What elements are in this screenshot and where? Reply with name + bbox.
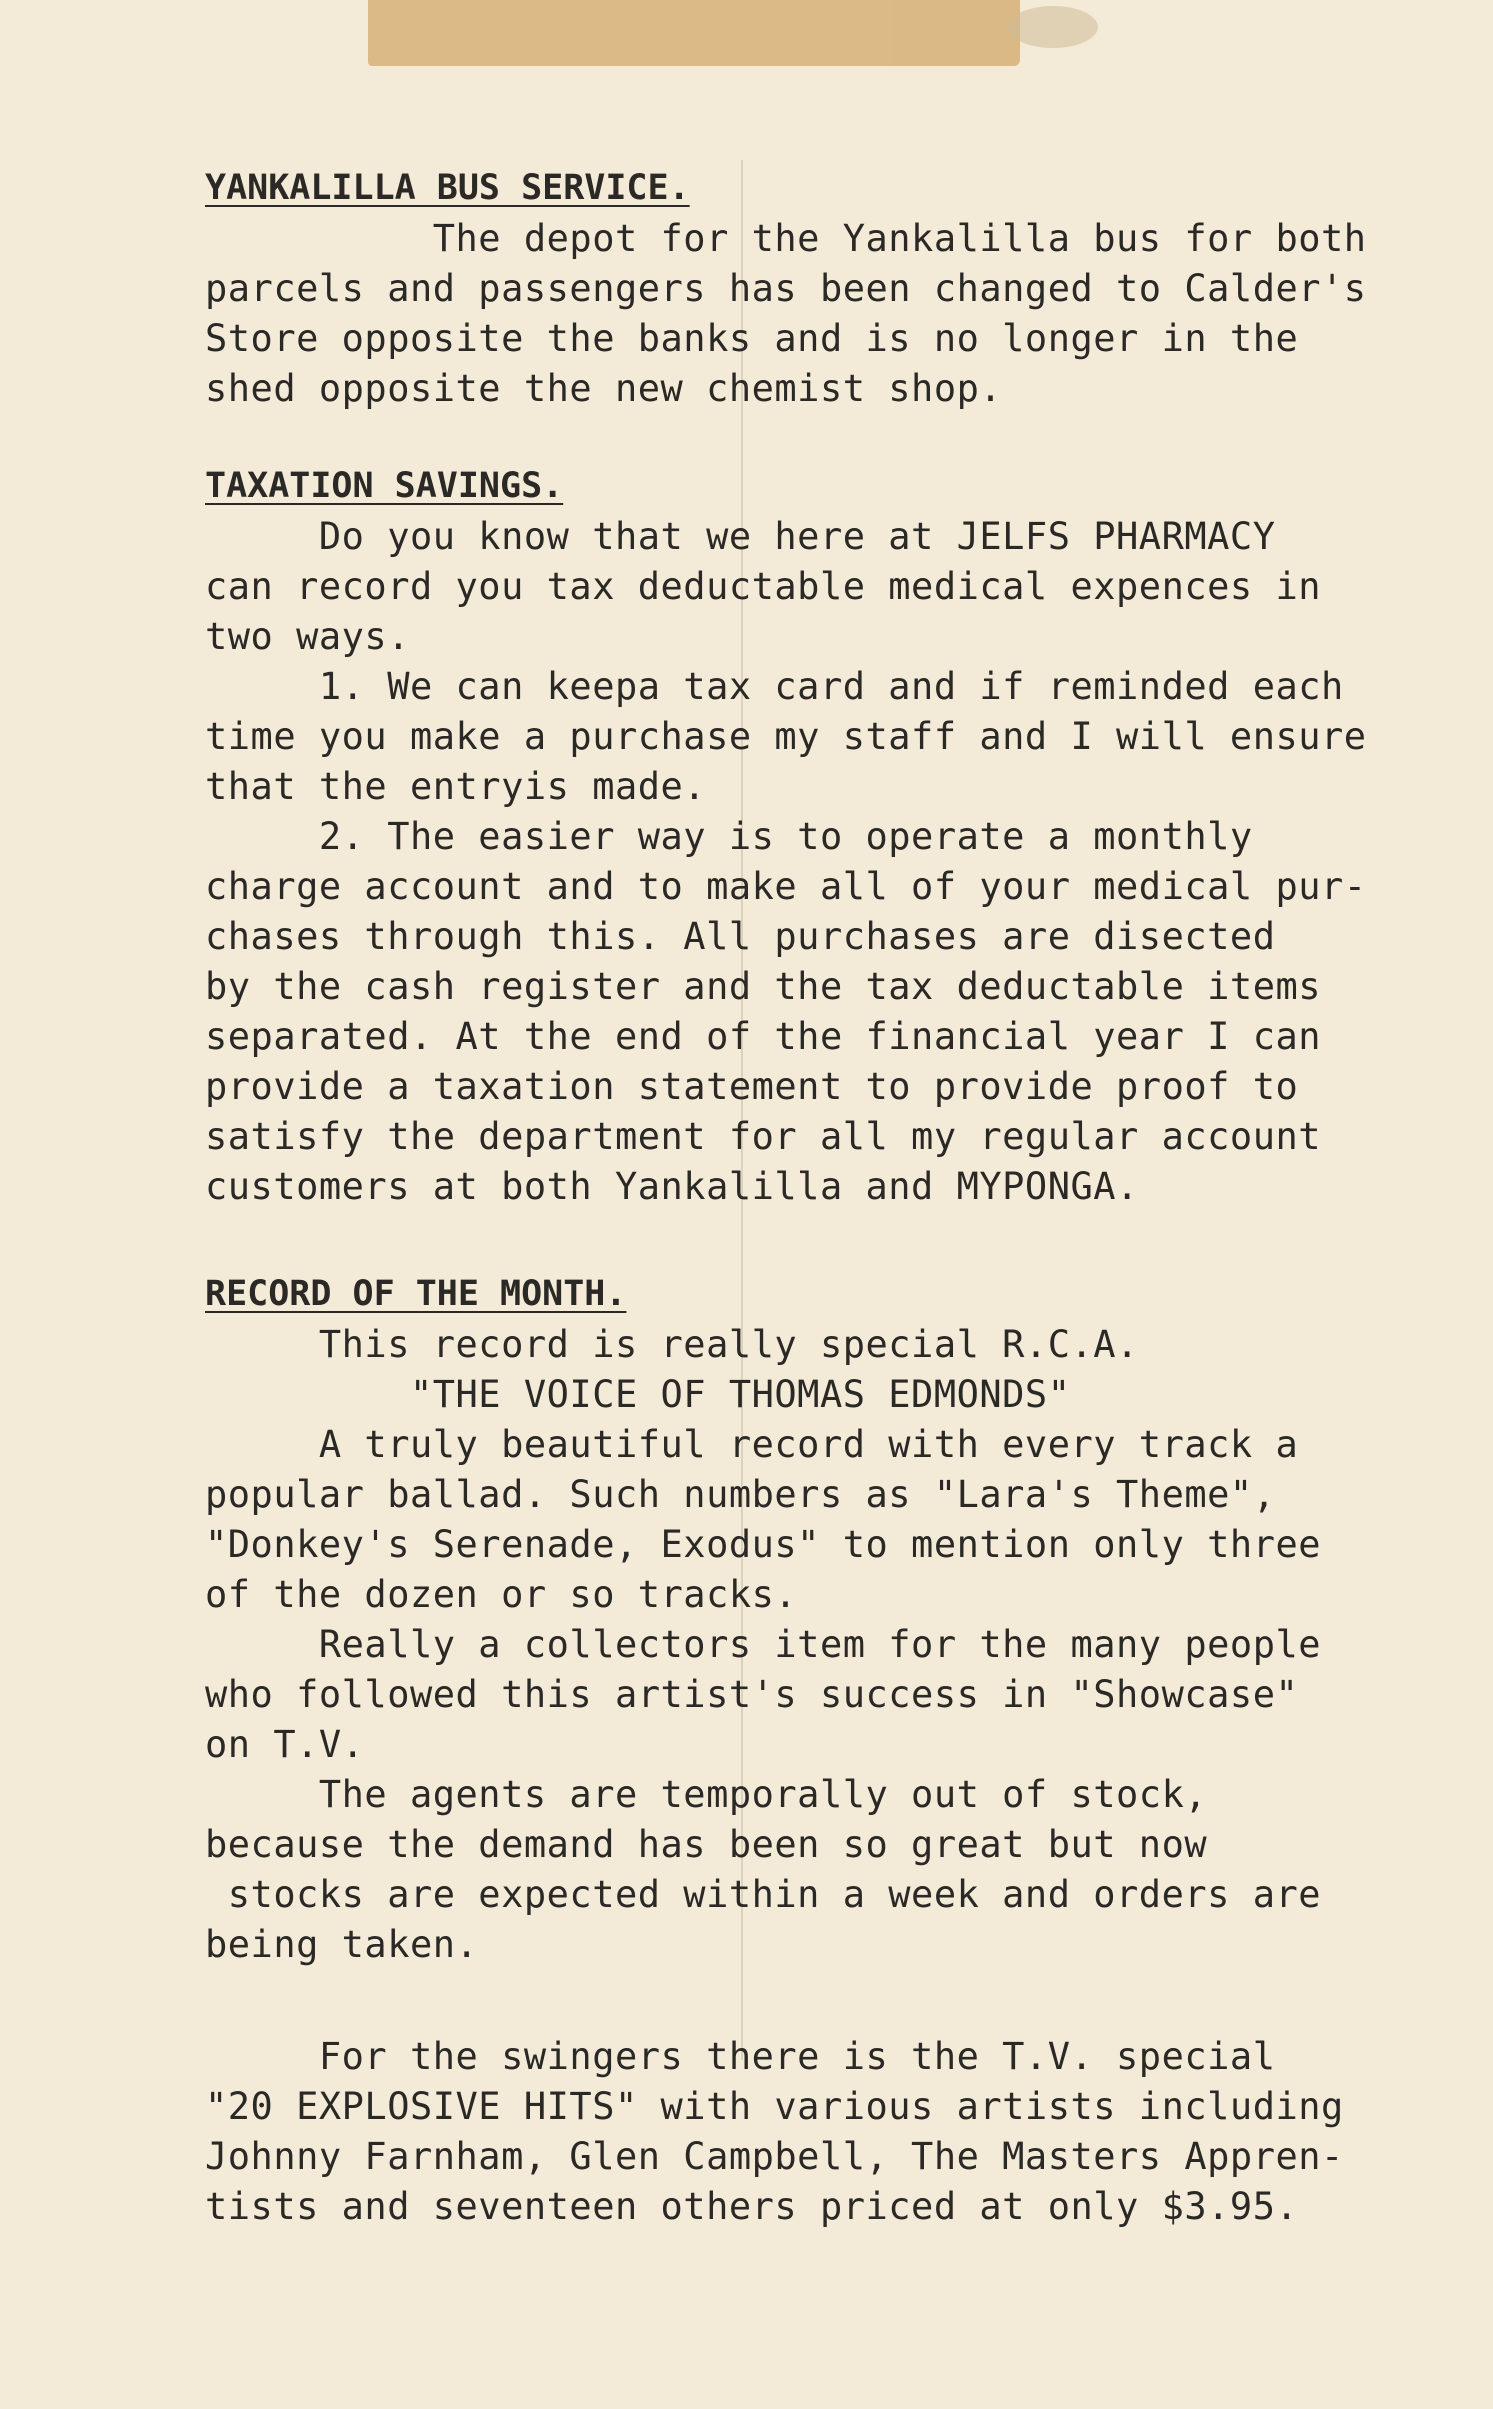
- text-line: because the demand has been so great but now: [205, 1823, 1208, 1866]
- text-line: The agents are temporally out of stock,: [205, 1773, 1208, 1816]
- text-line: customers at both Yankalilla and MYPONGA.: [205, 1165, 1139, 1208]
- text-line: provide a taxation statement to provide proof to: [205, 1065, 1299, 1108]
- text-line: The depot for the Yankalilla bus for both: [205, 217, 1367, 260]
- adhesive-tape: [368, 0, 1020, 66]
- text-line: "Donkey's Serenade, Exodus" to mention only three: [205, 1523, 1322, 1566]
- text-line: tists and seventeen others priced at only $3.95.: [205, 2185, 1299, 2228]
- text-line: two ways.: [205, 615, 410, 658]
- text-line: that the entryis made.: [205, 765, 707, 808]
- section-heading: YANKALILLA BUS SERVICE.: [205, 168, 690, 208]
- text-line: For the swingers there is the T.V. special: [205, 2035, 1276, 2078]
- text-line: "THE VOICE OF THOMAS EDMONDS": [205, 1373, 1071, 1416]
- text-line: Johnny Farnham, Glen Campbell, The Masters Appren-: [205, 2135, 1344, 2178]
- text-line: of the dozen or so tracks.: [205, 1573, 798, 1616]
- text-line: on T.V.: [205, 1723, 365, 1766]
- text-line: being taken.: [205, 1923, 479, 1966]
- text-line: Do you know that we here at JELFS PHARMACY: [205, 515, 1276, 558]
- text-line: separated. At the end of the financial year I can: [205, 1015, 1322, 1058]
- section-heading: RECORD OF THE MONTH.: [205, 1274, 627, 1314]
- text-line: can record you tax deductable medical expences in: [205, 565, 1322, 608]
- text-line: 1. We can keepa tax card and if reminded each: [205, 665, 1344, 708]
- text-line: stocks are expected within a week and orders are: [205, 1873, 1322, 1916]
- section-heading: TAXATION SAVINGS.: [205, 466, 564, 506]
- text-line: Really a collectors item for the many people: [205, 1623, 1322, 1666]
- section-bus-service: [205, 168, 1485, 414]
- text-line: 2. The easier way is to operate a monthly: [205, 815, 1253, 858]
- text-line: satisfy the department for all my regular account: [205, 1115, 1322, 1158]
- text-line: by the cash register and the tax deductable items: [205, 965, 1322, 1008]
- section-20-explosive-hits: [205, 2032, 1485, 2232]
- text-line: This record is really special R.C.A.: [205, 1323, 1139, 1366]
- text-line: shed opposite the new chemist shop.: [205, 367, 1003, 410]
- text-line: who followed this artist's success in "Showcase": [205, 1673, 1299, 1716]
- text-line: charge account and to make all of your medical pur-: [205, 865, 1367, 908]
- text-line: parcels and passengers has been changed to Calder's: [205, 267, 1367, 310]
- section-taxation-savings: [205, 466, 1485, 1212]
- text-line: "20 EXPLOSIVE HITS" with various artists including: [205, 2085, 1344, 2128]
- text-line: time you make a purchase my staff and I will ensure: [205, 715, 1367, 758]
- section-record-of-the-month: [205, 1274, 1485, 1970]
- text-line: chases through this. All purchases are disected: [205, 915, 1276, 958]
- text-line: popular ballad. Such numbers as "Lara's Theme",: [205, 1473, 1276, 1516]
- text-line: A truly beautiful record with every track a: [205, 1423, 1299, 1466]
- text-line: Store opposite the banks and is no longer in the: [205, 317, 1299, 360]
- document-body: [205, 168, 1485, 2232]
